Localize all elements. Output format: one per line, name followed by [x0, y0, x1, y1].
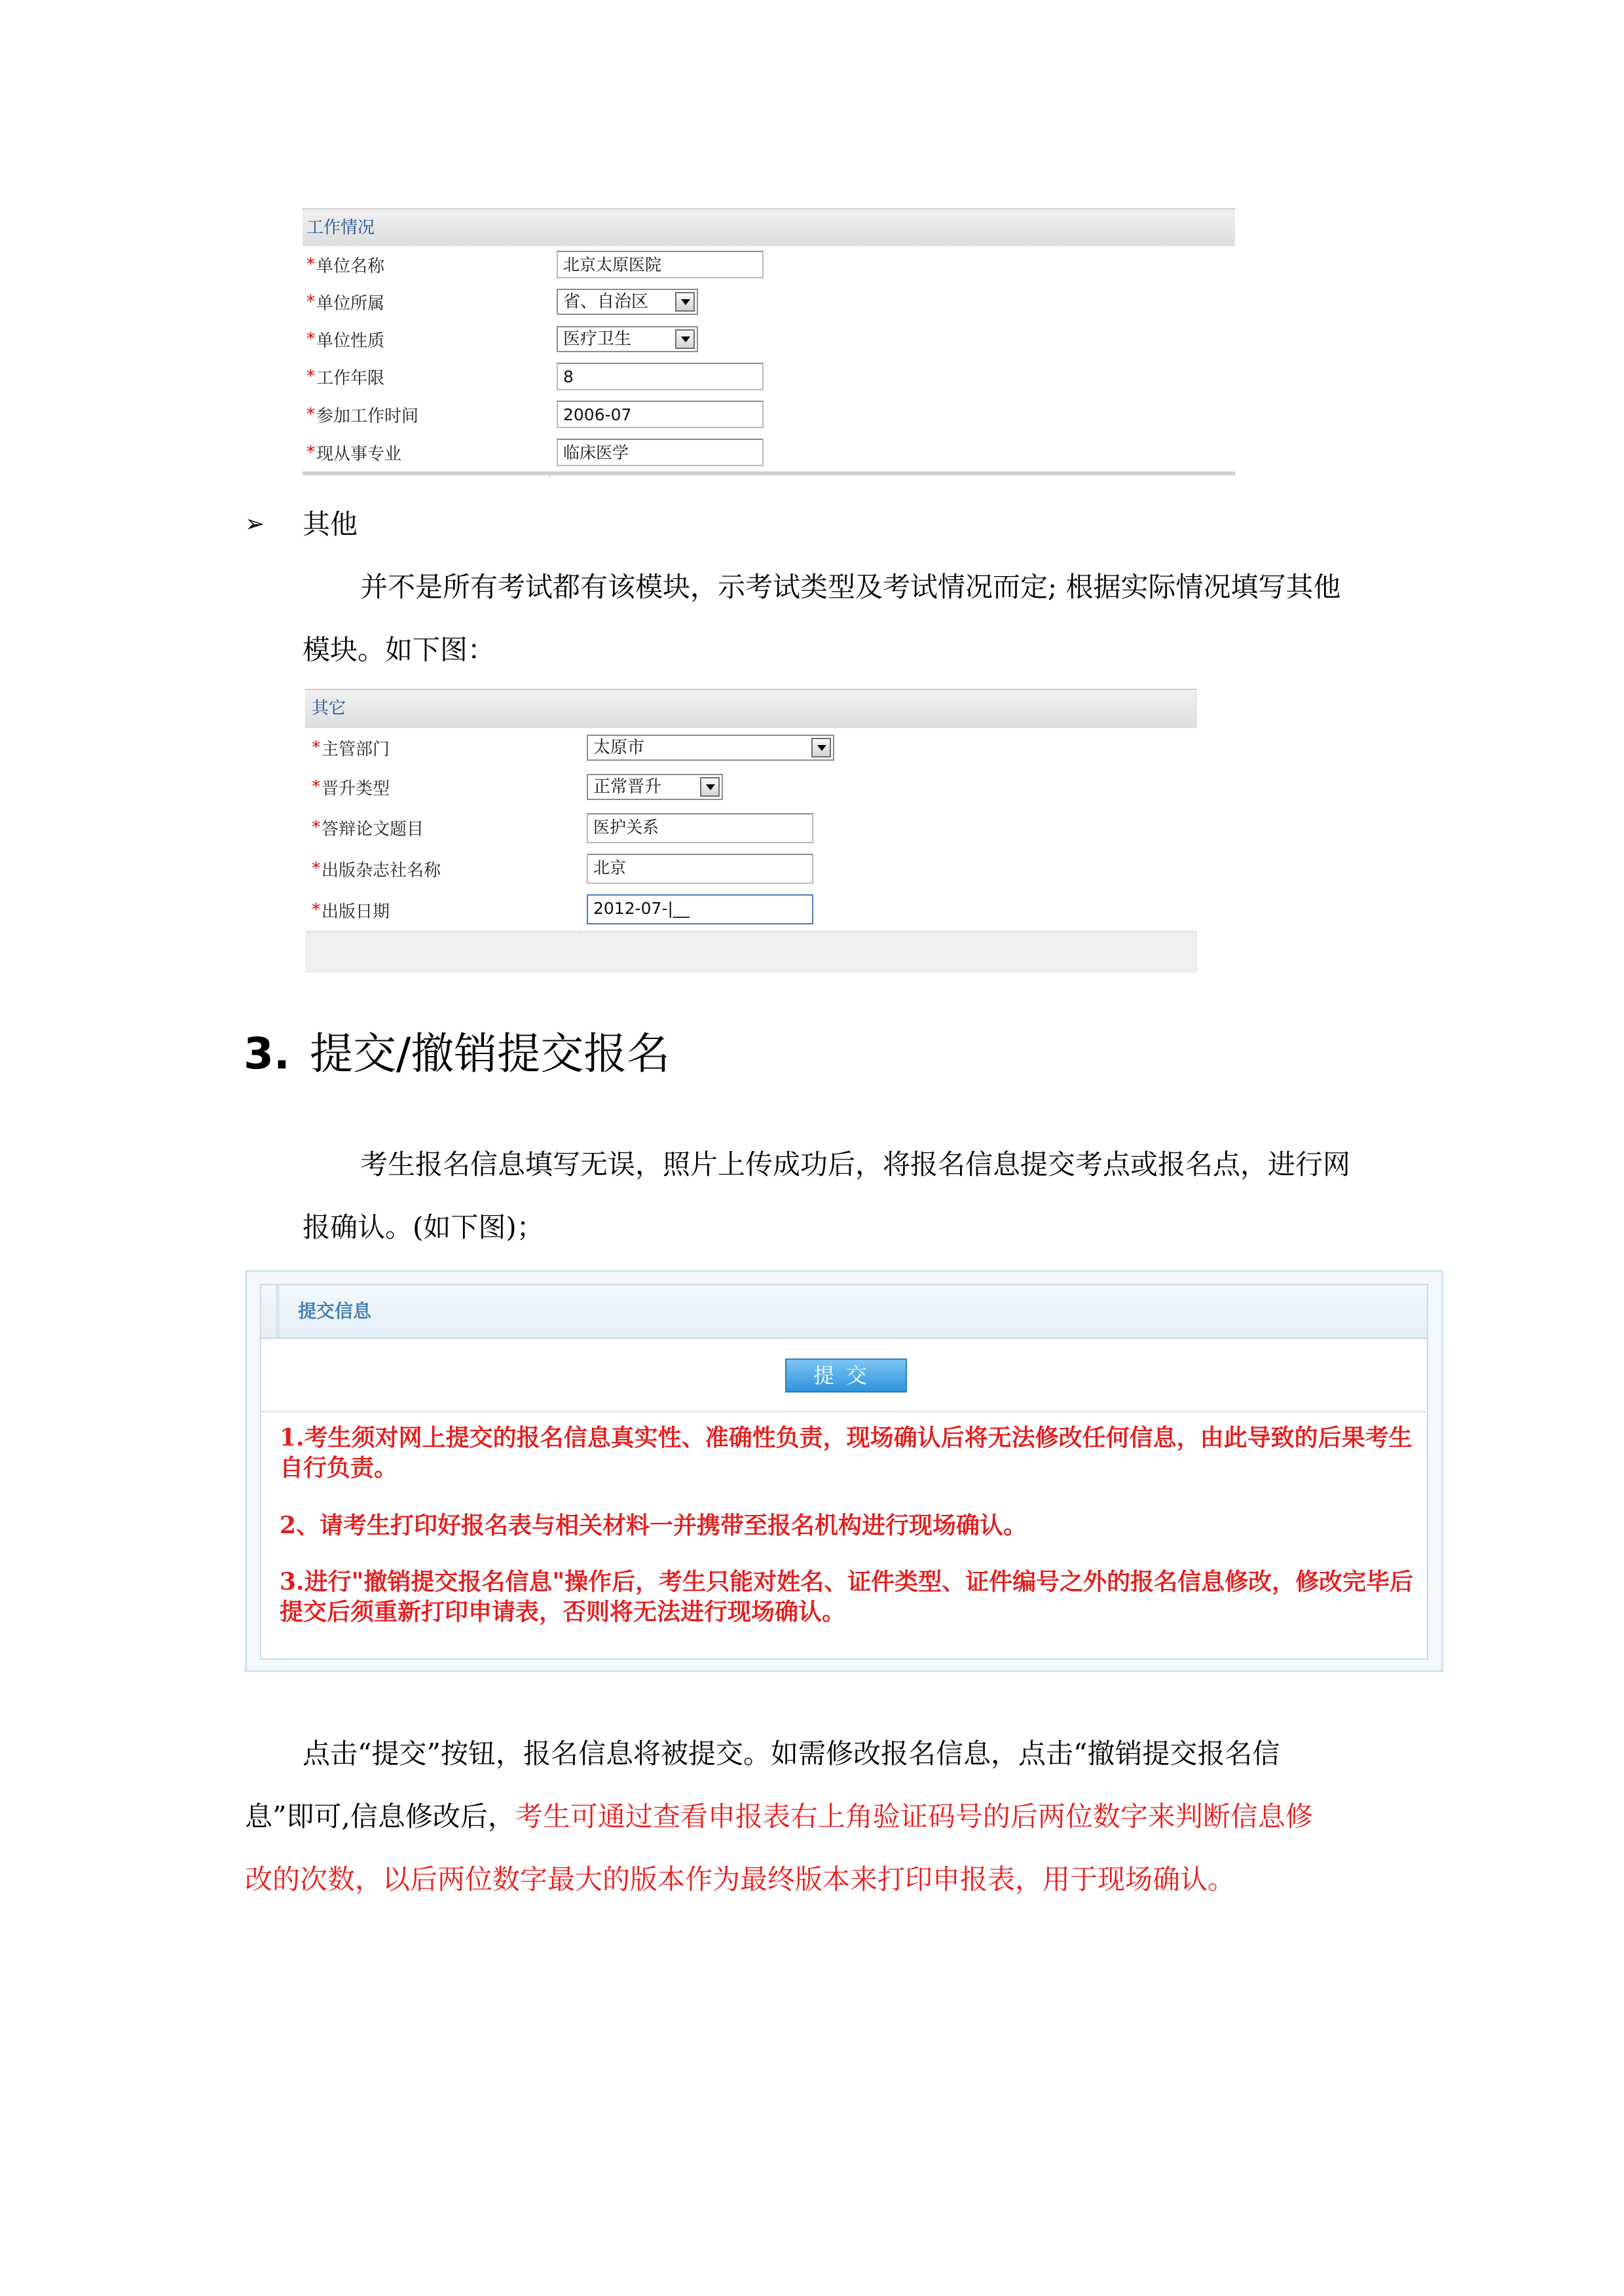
bullet-arrow: ➢	[245, 511, 265, 538]
row-label: * 现从事专业	[306, 443, 402, 464]
section3-para-line2: 报确认。(如下图)；	[303, 1211, 544, 1243]
form-row-major	[303, 433, 1235, 475]
section3-para-line1: 考生报名信息填写无误，照片上传成功后，将报名信息提交考点或报名点，进行网	[360, 1148, 1351, 1180]
form-row-unit-nature	[303, 321, 1235, 359]
form-row-publish-date	[305, 889, 1197, 932]
select-value: 医疗卫生	[563, 329, 632, 349]
row-label: * 答辩论文题目	[312, 818, 424, 839]
form-row-thesis-title	[305, 807, 1197, 850]
notice-1: 1.考生须对网上提交的报名信息真实性、准确性负责，现场确认后将无法修改任何信息，由此导致的后果考生自行负责。	[280, 1424, 1412, 1482]
row-label: * 单位性质	[306, 329, 385, 351]
notice-3: 3.进行"撤销提交报名信息"操作后，考生只能对姓名、证件类型、证件编号之外的报名信息修改，修改完毕后提交后须重新打印申请表，否则将无法进行现场确认。	[280, 1568, 1414, 1626]
department-select[interactable]	[587, 735, 834, 761]
row-label: * 单位所属	[306, 292, 385, 314]
closing-line3: 改的次数，以后两位数字最大的版本作为最终版本来打印申报表，用于现场确认。	[245, 1863, 1236, 1895]
publish-date-input[interactable]: 2012-07-|__	[587, 894, 813, 924]
chevron-down-icon[interactable]	[700, 777, 720, 797]
section-title: 提交/撤销提交报名	[310, 1029, 671, 1079]
row-label: * 主管部门	[312, 738, 390, 759]
unit-affiliation-select[interactable]	[557, 289, 698, 315]
thesis-title-input[interactable]: 医护关系	[587, 813, 813, 843]
notice-2: 2、请考生打印好报名表与相关材料一并携带至报名机构进行现场确认。	[280, 1512, 1027, 1539]
closing-line2-text: 息”即可,信息修改后，	[245, 1800, 515, 1832]
chevron-down-icon[interactable]	[811, 738, 831, 757]
row-label: * 工作年限	[306, 367, 385, 388]
submit-button[interactable]: 提交	[785, 1358, 907, 1393]
closing-line1: 点击“提交”按钮，报名信息将被提交。如需修改报名信息，点击“撤销提交报名信	[303, 1738, 1280, 1770]
row-label: * 晋升类型	[312, 777, 390, 799]
unit-name-input[interactable]: 北京太原医院	[557, 251, 764, 278]
other-desc-line2: 模块。如下图：	[303, 634, 496, 666]
work-start-input[interactable]: 2006-07	[557, 401, 764, 428]
select-value: 太原市	[593, 738, 645, 757]
row-label: * 出版杂志社名称	[312, 859, 441, 881]
form-row-publisher	[305, 848, 1197, 890]
form-row-unit-affiliation	[303, 283, 1235, 322]
form-row-department	[305, 728, 1197, 769]
chevron-down-icon[interactable]	[675, 329, 695, 349]
other-desc-line1: 并不是所有考试都有该模块，示考试类型及考试情况而定; 根据实际情况填写其他	[360, 571, 1341, 603]
work-info-header: 工作情况	[303, 208, 1235, 247]
row-label: * 出版日期	[312, 900, 390, 922]
other-info-form	[305, 689, 1197, 973]
submit-info-panel	[245, 1270, 1443, 1672]
section-3-heading	[244, 1028, 670, 1080]
select-value: 省、自治区	[563, 292, 649, 312]
form-row-work-start	[303, 395, 1235, 435]
row-label: * 单位名称	[306, 255, 385, 276]
submit-info-inner	[260, 1284, 1428, 1660]
work-info-form	[303, 208, 1235, 477]
form-row-unit-name	[303, 246, 1235, 284]
major-input[interactable]: 临床医学	[557, 439, 764, 466]
closing-line2	[245, 1785, 1313, 1848]
work-years-input[interactable]: 8	[557, 363, 764, 390]
other-info-header: 其它	[305, 689, 1197, 729]
form-row-work-years	[303, 357, 1235, 397]
chevron-down-icon[interactable]	[675, 292, 695, 312]
divider	[261, 1411, 1427, 1412]
promotion-type-select[interactable]	[587, 774, 723, 800]
section-number: 3.	[244, 1029, 290, 1079]
form-row-promotion-type	[305, 767, 1197, 808]
select-value: 正常晋升	[593, 777, 662, 797]
unit-nature-select[interactable]	[557, 326, 698, 352]
other-section-title: 其他	[303, 508, 358, 540]
publisher-input[interactable]: 北京	[587, 854, 813, 884]
closing-line2-highlight: 考生可通过查看申报表右上角验证码号的后两位数字来判断信息修	[515, 1800, 1313, 1832]
row-label: * 参加工作时间	[306, 405, 419, 426]
submit-info-title: 提交信息	[261, 1285, 1427, 1339]
